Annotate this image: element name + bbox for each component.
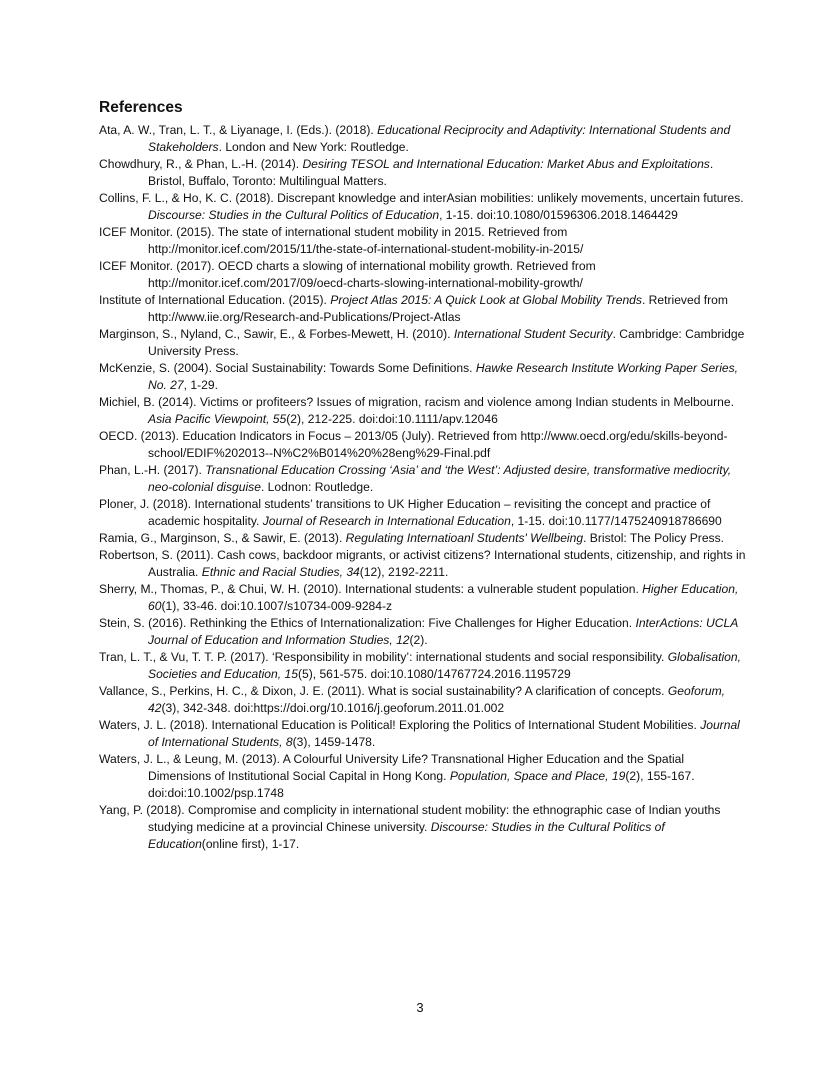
reference-entry bbox=[99, 326, 749, 360]
reference-text: Ata, A. W., Tran, L. T., & Liyanage, I. (Eds.). (2018). bbox=[99, 123, 378, 137]
reference-entry bbox=[99, 190, 749, 224]
reference-entry bbox=[99, 428, 749, 462]
reference-text: Phan, L.-H. (2017). bbox=[99, 463, 206, 477]
reference-italic-text: Geoforum, 42 bbox=[148, 684, 726, 715]
reference-italic-text: Ethnic and Racial Studies, 34 bbox=[201, 565, 360, 579]
reference-text: Michiel, B. (2014). Victims or profiteers? Issues of migration, racism and violence among Indian students in Melbourne. bbox=[99, 395, 734, 409]
page-number: 3 bbox=[416, 1000, 424, 1015]
reference-text: Waters, J. L. (2018). International Education is Political! Exploring the Politics of International Student Mobilities. bbox=[99, 718, 701, 732]
reference-text: , 1-15. doi:10.1080/01596306.2018.1464429 bbox=[439, 208, 678, 222]
reference-entry bbox=[99, 258, 749, 292]
reference-entry bbox=[99, 156, 749, 190]
reference-italic-text: Journal of Research in International Education bbox=[262, 514, 511, 528]
reference-italic-text: InterActions: UCLA Journal of Education and Information Studies, 12 bbox=[148, 616, 738, 647]
reference-text: ICEF Monitor. (2015). The state of international student mobility in 2015. Retrieved from http://monitor.icef.com/2015/11/the-state-of-international-student-mobility-in-2015/ bbox=[99, 225, 584, 256]
reference-italic-text: Globalisation, Societies and Education, 15 bbox=[148, 650, 741, 681]
reference-text: Ramia, G., Marginson, S., & Sawir, E. (2013). bbox=[99, 531, 346, 545]
reference-italic-text: Hawke Research Institute Working Paper Series, No. 27 bbox=[148, 361, 739, 392]
reference-entry bbox=[99, 394, 749, 428]
reference-text: (5), 561-575. doi:10.1080/14767724.2016.1195729 bbox=[297, 667, 571, 681]
reference-entry bbox=[99, 615, 749, 649]
reference-text: McKenzie, S. (2004). Social Sustainability: Towards Some Definitions. bbox=[99, 361, 476, 375]
reference-italic-text: Asia Pacific Viewpoint, 55 bbox=[148, 412, 287, 426]
reference-text: . Cambridge: Cambridge University Press. bbox=[148, 327, 745, 358]
reference-entry bbox=[99, 581, 749, 615]
reference-entry bbox=[99, 224, 749, 258]
reference-text: (3), 1459-1478. bbox=[292, 735, 376, 749]
reference-text: Sherry, M., Thomas, P., & Chui, W. H. (2010). International students: a vulnerable student population. bbox=[99, 582, 643, 596]
reference-entry bbox=[99, 530, 749, 547]
reference-text: . London and New York: Routledge. bbox=[218, 140, 409, 154]
reference-text: (2), 155-167. doi:doi:10.1002/psp.1748 bbox=[148, 769, 695, 800]
reference-text: (3), 342-348. doi:https://doi.org/10.1016/j.geoforum.2011.01.002 bbox=[161, 701, 505, 715]
reference-entry bbox=[99, 462, 749, 496]
reference-entry bbox=[99, 547, 749, 581]
reference-text: (1), 33-46. doi:10.1007/s10734-009-9284-z bbox=[161, 599, 393, 613]
reference-text: , 1-15. doi:10.1177/1475240918786690 bbox=[510, 514, 722, 528]
reference-entry bbox=[99, 649, 749, 683]
reference-text: Marginson, S., Nyland, C., Sawir, E., & Forbes-Mewett, H. (2010). bbox=[99, 327, 454, 341]
reference-text: Collins, F. L., & Ho, K. C. (2018). Discrepant knowledge and interAsian mobilities: unlikely movements, uncertain futures. bbox=[99, 191, 744, 205]
reference-entry bbox=[99, 802, 749, 853]
reference-entry bbox=[99, 496, 749, 530]
reference-entry bbox=[99, 292, 749, 326]
reference-list bbox=[99, 122, 749, 853]
reference-italic-text: Higher Education, 60 bbox=[148, 582, 739, 613]
reference-text: (online first), 1-17. bbox=[201, 837, 300, 851]
reference-italic-text: Discourse: Studies in the Cultural Politics of Education bbox=[148, 820, 665, 851]
reference-text: Institute of International Education. (2015). bbox=[99, 293, 331, 307]
reference-italic-text: International Student Security bbox=[453, 327, 613, 341]
reference-entry bbox=[99, 122, 749, 156]
reference-text: Vallance, S., Perkins, H. C., & Dixon, J. E. (2011). What is social sustainability? A clarification of concepts. bbox=[99, 684, 668, 698]
reference-italic-text: Journal of International Students, 8 bbox=[148, 718, 740, 749]
reference-text: . Bristol: The Policy Press. bbox=[583, 531, 724, 545]
reference-entry bbox=[99, 751, 749, 802]
reference-italic-text: Regulating Internatioanl Students' Wellbeing bbox=[345, 531, 584, 545]
reference-text: , 1-29. bbox=[183, 378, 218, 392]
reference-text: Tran, L. T., & Vu, T. T. P. (2017). ‘Responsibility in mobility’: international students and social responsibility. bbox=[99, 650, 668, 664]
reference-text: Ploner, J. (2018). International students’ transitions to UK Higher Education – revisiting the concept and practice of academic hospitality. bbox=[99, 497, 711, 528]
reference-text: Waters, J. L., & Leung, M. (2013). A Colourful University Life? Transnational Higher Education and the Spatial Dimensions of Institutional Social Capital in Hong Kong. bbox=[99, 752, 685, 783]
reference-italic-text: Desiring TESOL and International Education: Market Abus and Exploitations bbox=[302, 157, 710, 171]
reference-text: . Bristol, Buffalo, Toronto: Multilingual Matters. bbox=[148, 157, 714, 188]
reference-italic-text: Educational Reciprocity and Adaptivity: International Students and Stakeholders bbox=[148, 123, 731, 154]
reference-text: OECD. (2013). Education Indicators in Focus – 2013/05 (July). Retrieved from http://www.oecd.org/edu/skills-beyond-school/EDIF%202013--N%C2%B014%20%28eng%29-Final.pdf bbox=[99, 429, 728, 460]
reference-italic-text: Project Atlas 2015: A Quick Look at Global Mobility Trends bbox=[330, 293, 642, 307]
reference-text: (12), 2192-2211. bbox=[359, 565, 449, 579]
reference-text: Stein, S. (2016). Rethinking the Ethics of Internationalization: Five Challenges for Higher Education. bbox=[99, 616, 636, 630]
reference-italic-text: Transnational Education Crossing ‘Asia’ and ‘the West’: Adjusted desire, transformative mediocrity, neo-colonial disguise bbox=[148, 463, 732, 494]
reference-text: Yang, P. (2018). Compromise and complicity in international student mobility: the ethnographic case of Indian youths studying medicine at a provincial Chinese university. bbox=[99, 803, 721, 834]
reference-italic-text: Population, Space and Place, 19 bbox=[449, 769, 626, 783]
reference-text: . Retrieved from http://www.iie.org/Research-and-Publications/Project-Atlas bbox=[148, 293, 728, 324]
reference-text: Chowdhury, R., & Phan, L.-H. (2014). bbox=[99, 157, 303, 171]
reference-text: (2). bbox=[409, 633, 428, 647]
reference-text: ICEF Monitor. (2017). OECD charts a slowing of international mobility growth. Retrieved from http://monitor.icef.com/2017/09/oecd-charts-slowing-international-mobility-growth/ bbox=[99, 259, 596, 290]
reference-italic-text: Discourse: Studies in the Cultural Politics of Education bbox=[148, 208, 440, 222]
reference-entry bbox=[99, 683, 749, 717]
reference-entry bbox=[99, 360, 749, 394]
reference-entry bbox=[99, 717, 749, 751]
reference-text: . Lodnon: Routledge. bbox=[260, 480, 374, 494]
reference-text: (2), 212-225. doi:doi:10.1111/apv.12046 bbox=[286, 412, 498, 426]
references-heading: References bbox=[99, 99, 183, 116]
reference-text: Robertson, S. (2011). Cash cows, backdoor migrants, or activist citizens? International students, citizenship, and rights in Australia. bbox=[99, 548, 746, 579]
